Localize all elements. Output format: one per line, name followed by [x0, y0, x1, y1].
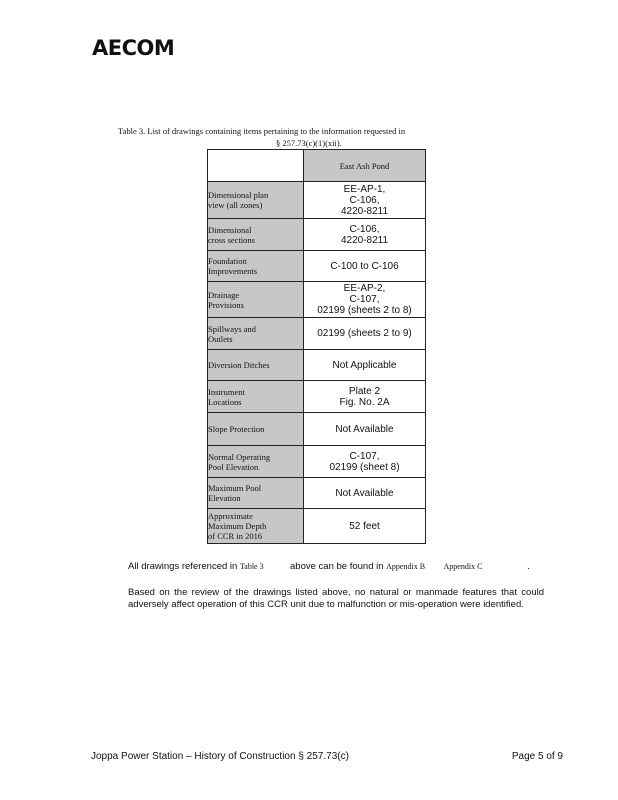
table-ref: Table 3	[239, 562, 264, 571]
table-caption-line1: Table 3. List of drawings containing items pertaining to the information requested in	[118, 126, 406, 136]
row-label-line: Diversion Ditches	[208, 360, 270, 370]
row-label-line: view (all zones)	[208, 200, 263, 210]
row-value-line: Not Available	[335, 423, 394, 435]
row-value	[304, 282, 426, 318]
row-label-line: Maximum Pool	[208, 483, 262, 493]
row-value-line: Not Available	[335, 487, 394, 499]
row-label-line: Normal Operating	[208, 451, 271, 462]
row-label-line: cross sections	[208, 234, 255, 245]
row-value-line: 4220-8211	[340, 205, 389, 217]
row-label	[208, 318, 304, 350]
row-value-line: EE-AP-2,	[343, 283, 386, 294]
row-label	[208, 350, 304, 381]
row-value	[304, 251, 426, 282]
appendix-b-ref: Appendix B	[386, 562, 426, 571]
row-value	[304, 478, 426, 509]
row-label-line: Drainage	[208, 289, 240, 300]
drawings-table	[207, 149, 426, 544]
row-value-line: 52 feet	[349, 520, 380, 532]
row-label-line: Foundation	[208, 256, 247, 266]
row-label-line: Pool Elevation	[208, 461, 259, 472]
appendix-c-ref: Appendix C	[443, 562, 483, 571]
row-value	[304, 219, 426, 251]
table-row	[208, 413, 426, 446]
table-row	[208, 182, 426, 219]
row-value-line: 4220-8211	[340, 234, 389, 246]
row-value-line: C-107,	[349, 294, 380, 305]
page-footer	[91, 751, 563, 762]
row-value-line: C-106,	[349, 223, 380, 235]
footer-title: Joppa Power Station – History of Construction § 257.73(c)	[91, 751, 349, 762]
table-row	[208, 350, 426, 381]
row-label	[208, 413, 304, 446]
row-label-line: Provisions	[208, 299, 244, 310]
table-row	[208, 251, 426, 282]
table-row	[208, 282, 426, 318]
row-value	[304, 446, 426, 478]
row-label-line: Approximate	[208, 511, 253, 521]
row-label-line: Dimensional plan	[208, 190, 269, 200]
row-label-line: Slope Protection	[208, 424, 265, 434]
row-value-line: Fig. No. 2A	[339, 396, 390, 408]
conclusion-paragraph: Based on the review of the drawings listed above, no natural or manmade features that could adversely affect operation of this CCR unit due to malfunction or mis-operation were identified.	[128, 587, 544, 610]
table-row	[208, 219, 426, 251]
row-label	[208, 251, 304, 282]
row-value	[304, 182, 426, 219]
row-label-line: Elevation	[208, 493, 241, 503]
row-label	[208, 182, 304, 219]
row-value	[304, 509, 426, 544]
row-label-line: of CCR in 2016	[208, 531, 263, 541]
table-row	[208, 478, 426, 509]
row-value-line: C-106,	[349, 194, 380, 206]
table-caption-line2: § 257.73(c)(1)(xii).	[276, 138, 342, 148]
row-value-line: C-107,	[349, 450, 380, 462]
row-label-line: Improvements	[208, 266, 258, 276]
p1-text-b: above can be found in	[290, 561, 384, 572]
row-value-line: 02199 (sheets 2 to 9)	[317, 328, 412, 339]
row-value-line: 02199 (sheets 2 to 8)	[317, 305, 412, 316]
row-value-line: C-100 to C-106	[330, 260, 399, 272]
row-label	[208, 446, 304, 478]
row-value	[304, 318, 426, 350]
company-logo: AECOM	[92, 36, 175, 60]
page-number: Page 5 of 9	[511, 751, 563, 762]
table-row	[208, 318, 426, 350]
row-label-line: Dimensional	[208, 224, 252, 235]
row-label-line: Maximum Depth	[208, 521, 267, 531]
table-row	[208, 446, 426, 478]
row-label	[208, 478, 304, 509]
column-header-east-ash-pond: East Ash Pond	[304, 150, 426, 182]
appendix-reference-paragraph	[128, 561, 544, 573]
row-label-line: Instrument	[208, 386, 245, 397]
row-label-line: Spillways and	[208, 323, 256, 334]
row-label	[208, 282, 304, 318]
row-label	[208, 381, 304, 413]
row-value-line: Not Applicable	[332, 359, 397, 371]
row-label	[208, 219, 304, 251]
row-value-line: Plate 2	[348, 385, 381, 397]
row-value	[304, 350, 426, 381]
p1-text-a: All drawings referenced in	[128, 561, 238, 572]
row-value-line: 02199 (sheet 8)	[329, 461, 400, 473]
table-row	[208, 509, 426, 544]
p1-period: .	[527, 561, 530, 572]
table-row	[208, 381, 426, 413]
row-label-line: Outlets	[208, 333, 233, 344]
row-value	[304, 381, 426, 413]
table-caption	[118, 125, 418, 149]
row-value	[304, 413, 426, 446]
row-label	[208, 509, 304, 544]
row-label-line: Locations	[208, 396, 242, 407]
table-header-row	[208, 150, 426, 182]
row-value-line: EE-AP-1,	[343, 183, 386, 195]
